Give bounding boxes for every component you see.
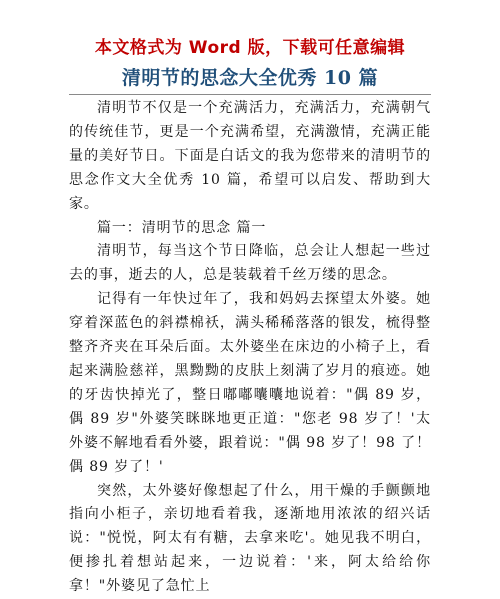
title-divider (69, 94, 431, 95)
paragraph-intro: 清明节不仅是一个充满活力，充满活力，充满朝气的传统佳节，更是一个充满希望，充满激情，充满正能量的美好节日。下面是白话文的我为您带来的清明节的思念作文大全优秀 10 篇，希望可以启发、帮助到大家。 (69, 97, 431, 217)
document-body (69, 97, 431, 599)
editable-notice-banner: 本文格式为 Word 版，下载可任意编辑 (0, 38, 500, 58)
paragraph: 记得有一年快过年了，我和妈妈去探望太外婆。她穿着深蓝色的斜襟棉袄，满头稀稀落落的银发，梳得整整齐齐夹在耳朵后面。太外婆坐在床边的小椅子上，看起来满脸慈祥，黑黝黝的皮肤上刻满了岁月的痕迹。她的牙齿快掉光了，整日嘟嘟囔囔地说着："偶 89 岁，偶 89 岁"外婆笑眯眯地更正道："您老 98 岁了！'太外婆不解地看看外婆，跟着说："偶 98 岁了！98 了！偶 89 岁了！' (69, 288, 431, 479)
paragraph: 清明节，每当这个节日降临，总会让人想起一些过去的事，逝去的人，总是装载着千丝万缕的思念。 (69, 240, 431, 288)
paragraph: 突然，太外婆好像想起了什么，用干燥的手颤颤地指向小柜子，亲切地看着我，逐渐地用浓浓的绍兴话说："悦悦，阿太有有糖，去拿来吃'。她见我不明白，便掺扎着想站起来，一边说着：'来，阿太给给你拿！"外婆见了急忙上 (69, 480, 431, 599)
document-title: 清明节的思念大全优秀 10 篇 (0, 66, 500, 90)
section-heading: 篇一：清明节的思念 篇一 (69, 217, 431, 241)
